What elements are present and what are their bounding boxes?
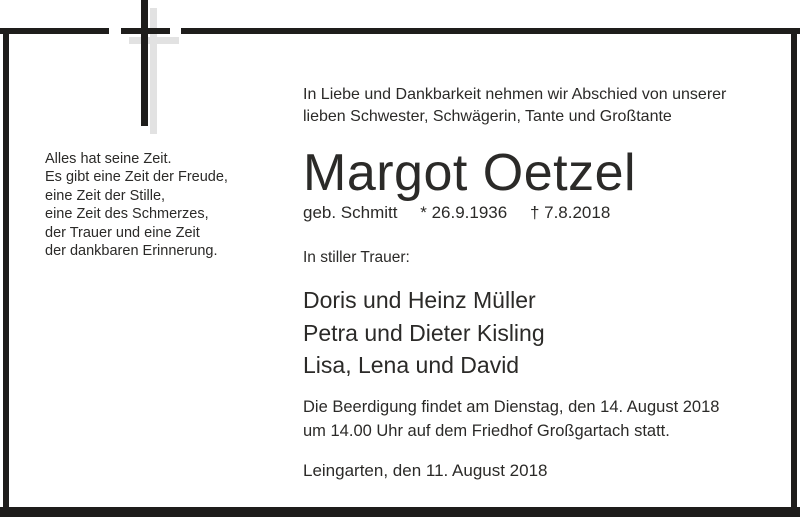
cross-horizontal-bar bbox=[121, 28, 170, 34]
epigraph-line: eine Zeit des Schmerzes, bbox=[45, 206, 209, 223]
cross-shadow-vertical-bar bbox=[150, 8, 157, 134]
funeral-info bbox=[303, 396, 719, 443]
mourners-list bbox=[303, 284, 545, 382]
intro-line: lieben Schwester, Schwägerin, Tante und Großtante bbox=[303, 108, 672, 125]
death-date: † 7.8.2018 bbox=[529, 203, 611, 222]
frame-border-top-left-segment bbox=[0, 28, 109, 34]
cross-vertical-bar bbox=[141, 0, 148, 126]
place-date-line: Leingarten, den 11. August 2018 bbox=[303, 461, 548, 480]
mourner-line: Lisa, Lena und David bbox=[303, 352, 520, 379]
vitals-row bbox=[303, 203, 610, 223]
epigraph-line: der dankbaren Erinnerung. bbox=[45, 243, 218, 260]
birth-date: * 26.9.1936 bbox=[420, 203, 508, 222]
mourner-line: Petra und Dieter Kisling bbox=[303, 319, 545, 346]
epigraph-verse bbox=[45, 150, 228, 260]
epigraph-line: Alles hat seine Zeit. bbox=[45, 151, 172, 167]
frame-border-right bbox=[791, 28, 797, 509]
frame-border-bottom bbox=[0, 507, 800, 517]
mourner-line: Doris und Heinz Müller bbox=[303, 287, 536, 313]
intro-text bbox=[303, 84, 726, 128]
epigraph-line: Es gibt eine Zeit der Freude, bbox=[45, 169, 228, 186]
epigraph-line: eine Zeit der Stille, bbox=[45, 187, 166, 204]
cross-shadow-horizontal-bar bbox=[129, 37, 179, 44]
funeral-line: Die Beerdigung findet am Dienstag, den 14. August 2018 bbox=[303, 398, 720, 416]
funeral-line: um 14.00 Uhr auf dem Friedhof Großgartach statt. bbox=[303, 421, 670, 440]
frame-border-top-right-segment bbox=[181, 28, 800, 34]
frame-border-left bbox=[3, 28, 9, 509]
epigraph-line: der Trauer und eine Zeit bbox=[45, 224, 200, 241]
mourning-label: In stiller Trauer: bbox=[303, 249, 410, 266]
birth-name: geb. Schmitt bbox=[303, 203, 398, 222]
intro-line: In Liebe und Dankbarkeit nehmen wir Abschied von unserer bbox=[303, 86, 727, 103]
deceased-name: Margot Oetzel bbox=[303, 144, 637, 202]
